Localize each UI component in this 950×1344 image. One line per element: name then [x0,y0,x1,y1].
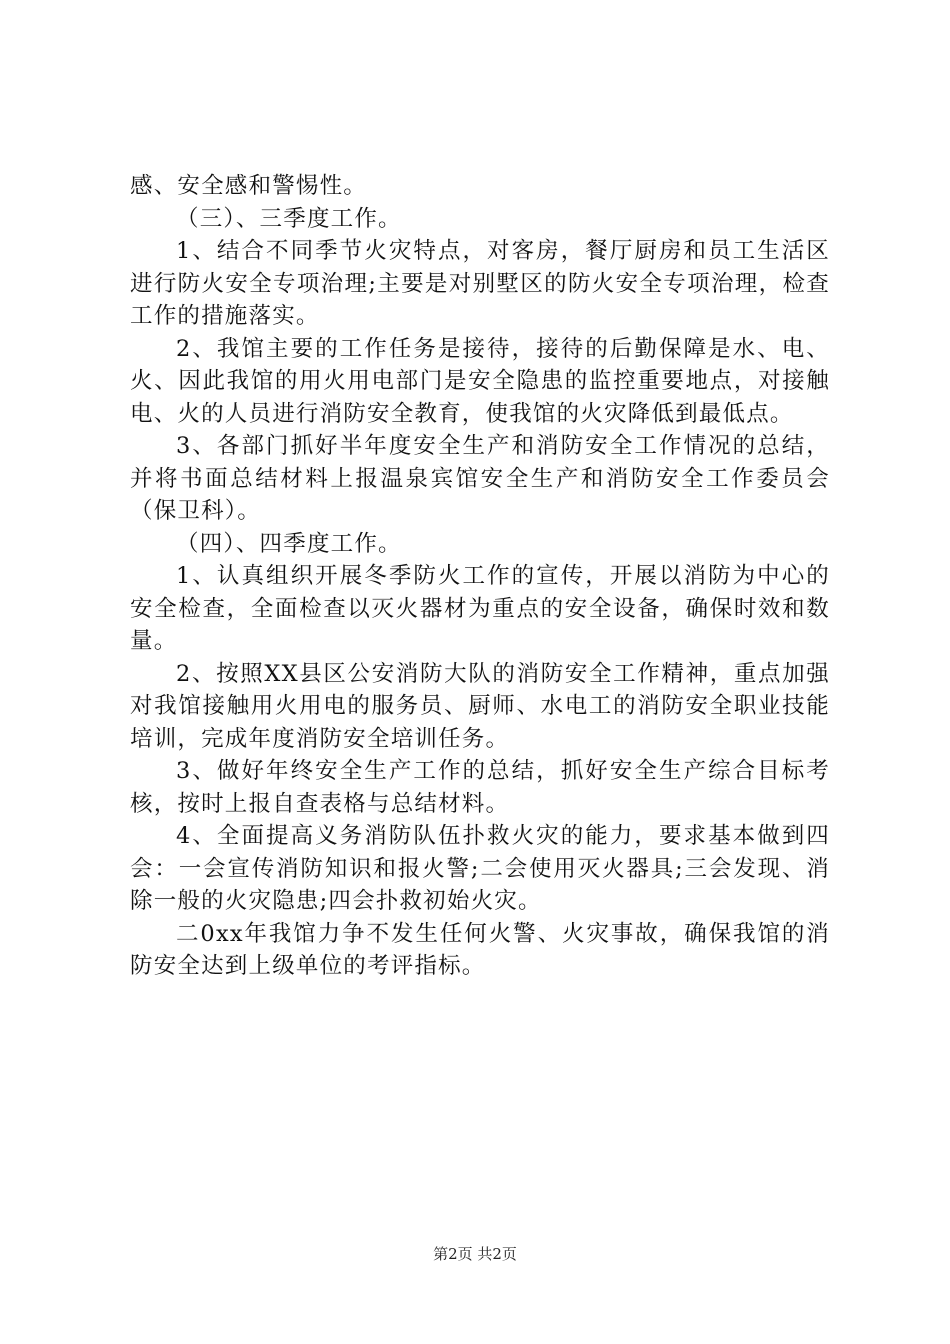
section-heading-q4: （四）、四季度工作。 [176,530,402,557]
q3-item-1: 1、结合不同季节火灾特点，对客房，餐厅厨房和员工生活区进行防火安全专项治理;主要是对别墅区的防火安全专项治理，检查工作的措施落实。 [130,238,830,329]
q4-item-1: 1、认真组织开展冬季防火工作的宣传，开展以消防为中心的安全检查，全面检查以灭火器材为重点的安全设备，确保时效和数量。 [130,563,830,654]
q4-item-2: 2、按照XX县区公安消防大队的消防安全工作精神，重点加强对我馆接触用火用电的服务员、厨师、水电工的消防安全职业技能培训，完成年度消防安全培训任务。 [130,660,830,752]
section-heading-q3: （三）、三季度工作。 [176,205,402,232]
closing-paragraph: 二0xx年我馆力争不发生任何火警、火灾事故，确保我馆的消防安全达到上级单位的考评指标。 [130,920,830,979]
q4-item-4: 4、全面提高义务消防队伍扑救火灾的能力，要求基本做到四会：一会宣传消防知识和报火警;二会使用灭火器具;三会发现、消除一般的火灾隐患;四会扑救初始火灾。 [130,823,830,914]
q3-item-2: 2、我馆主要的工作任务是接待，接待的后勤保障是水、电、火、因此我馆的用火用电部门是安全隐患的监控重要地点，对接触电、火的人员进行消防安全教育，使我馆的火灾降低到最低点。 [130,335,830,427]
paragraph-continuation: 感、安全感和警惕性。 [130,173,368,199]
q4-item-3: 3、做好年终安全生产工作的总结，抓好安全生产综合目标考核，按时上报自查表格与总结材料。 [130,758,830,817]
q3-item-3: 3、各部门抓好半年度安全生产和消防安全工作情况的总结，并将书面总结材料上报温泉宾馆安全生产和消防安全工作委员会（保卫科）。 [130,433,830,524]
document-body [130,170,830,983]
page-footer [0,1244,950,1264]
page-number-label: 第2页 共2页 [433,1245,517,1263]
